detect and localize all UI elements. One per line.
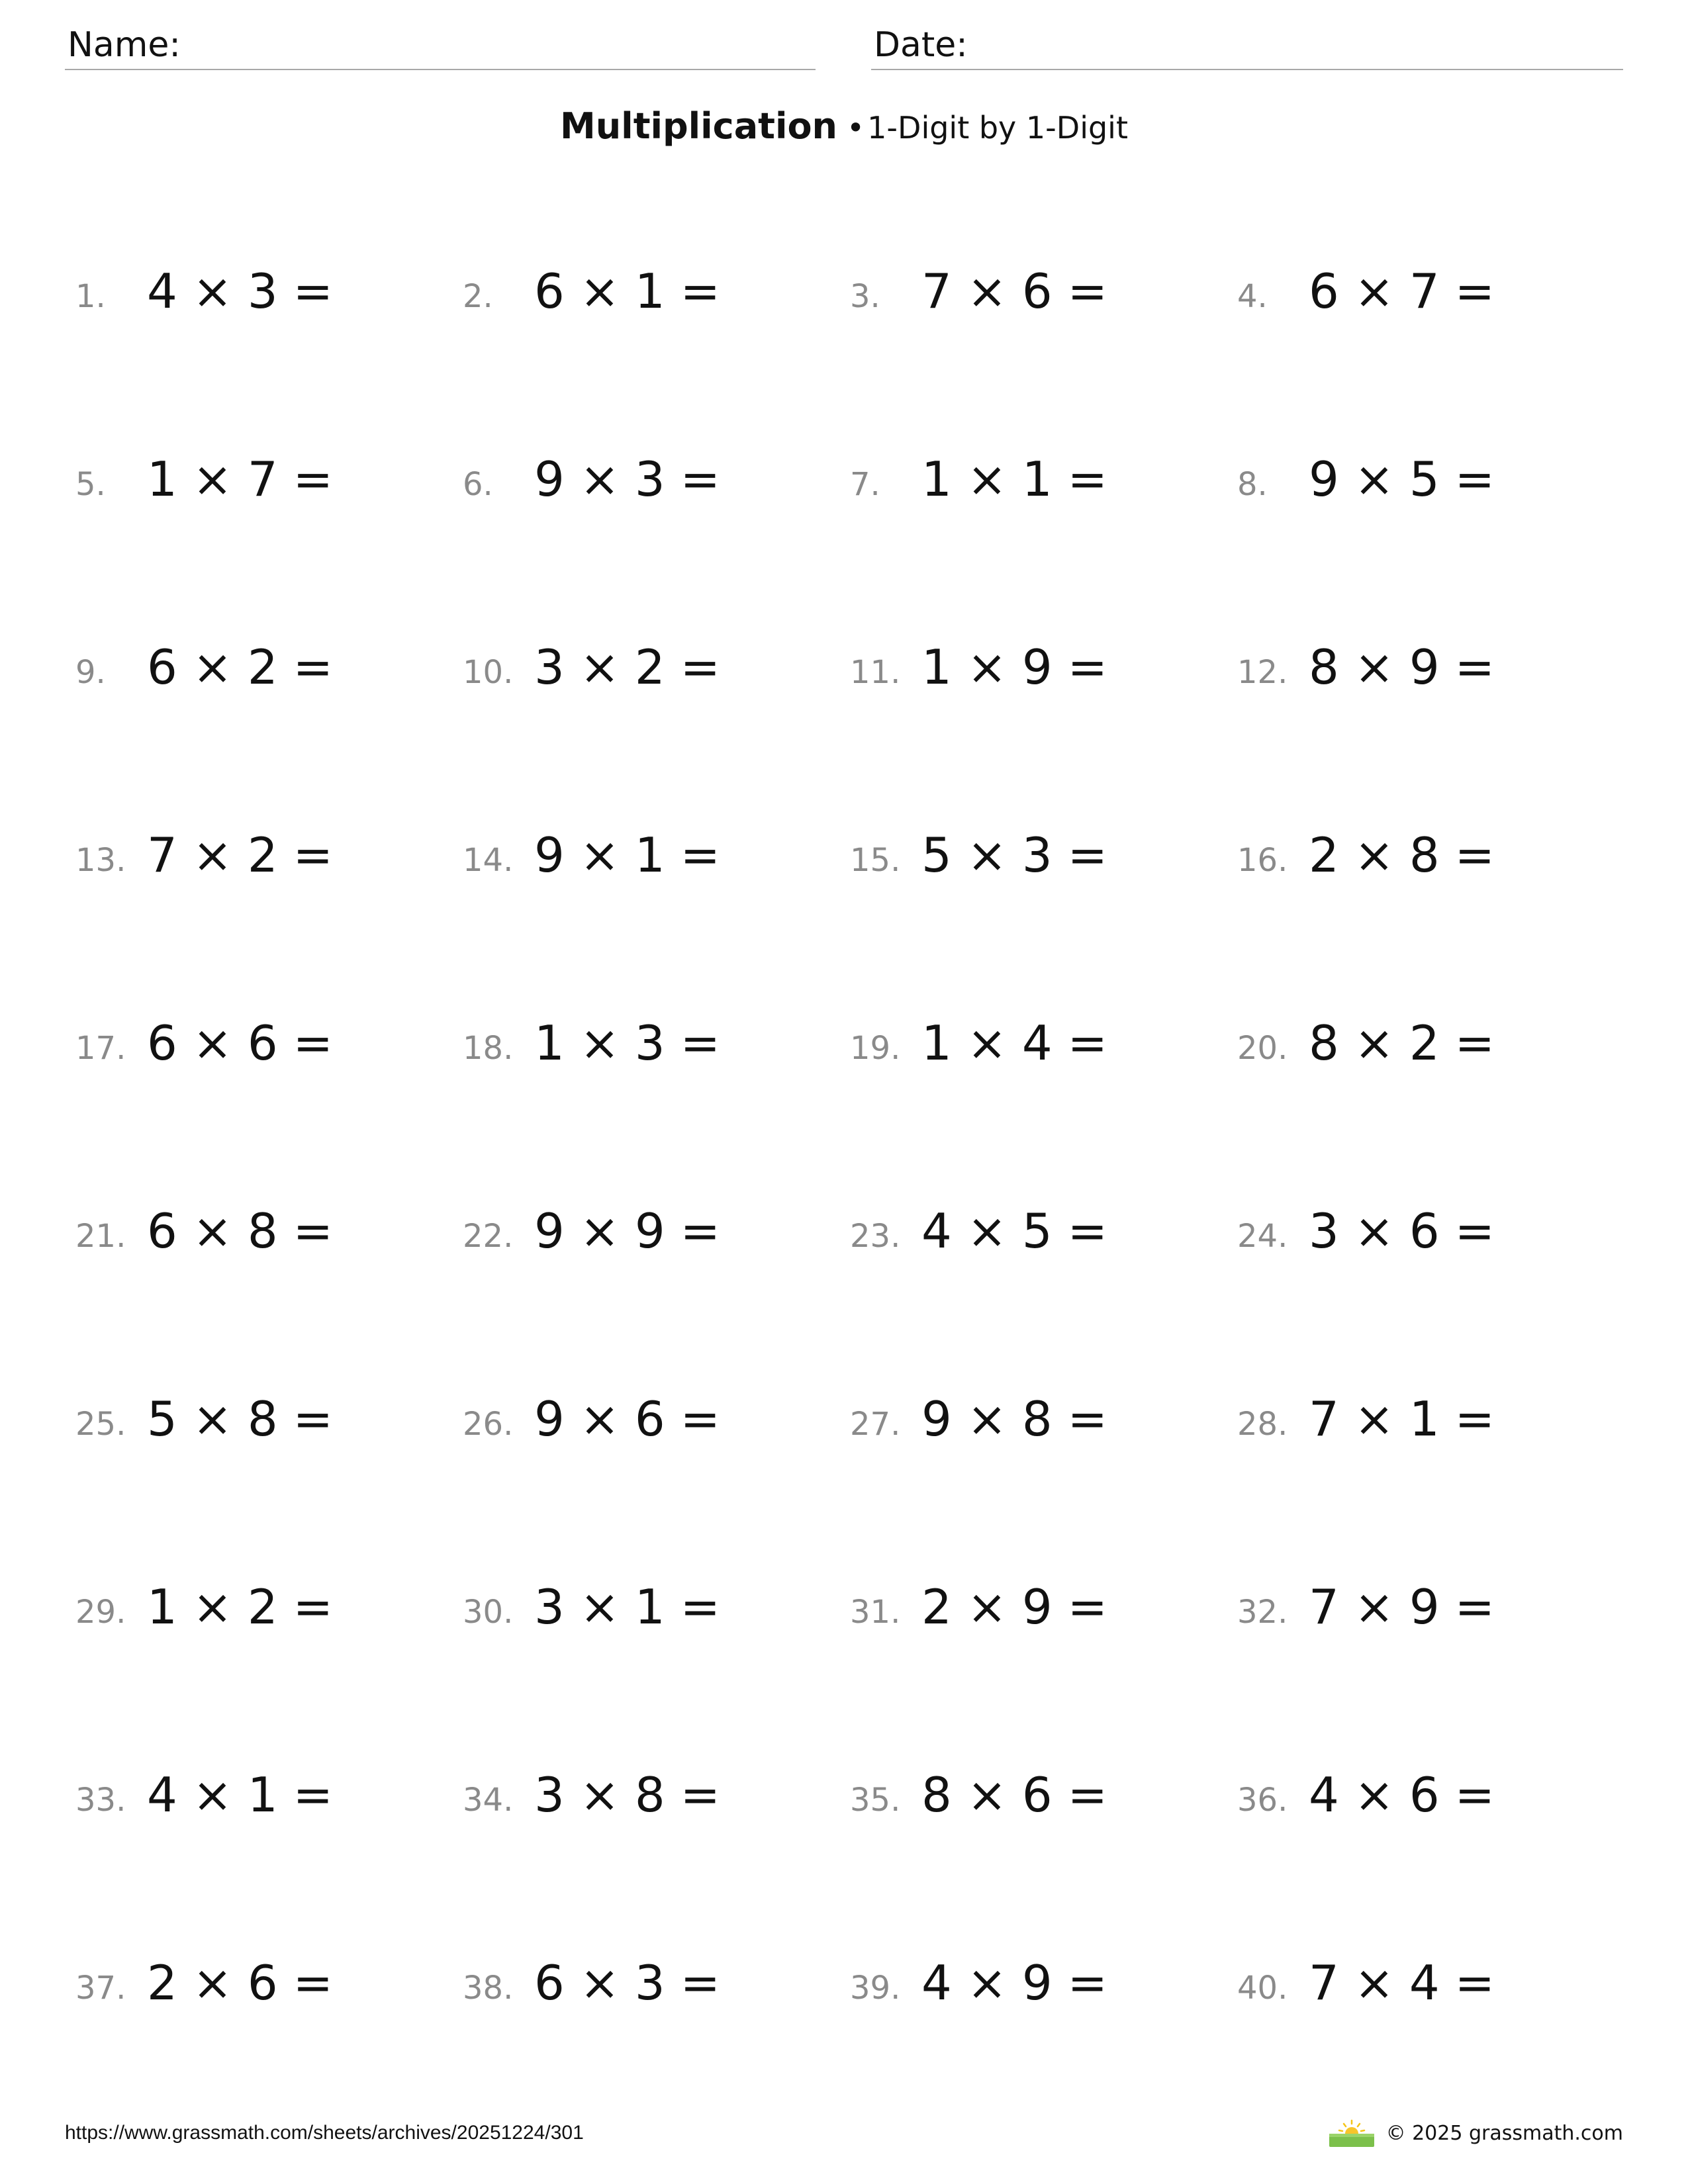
title-separator: • bbox=[847, 110, 865, 146]
problem-expression: 6 × 6 = bbox=[147, 1015, 333, 1071]
problem-number: 4. bbox=[1237, 278, 1268, 315]
problem-expression: 3 × 8 = bbox=[534, 1767, 720, 1823]
problem-number: 14. bbox=[463, 842, 514, 879]
problem-expression: 7 × 1 = bbox=[1309, 1391, 1495, 1447]
problem-expression: 4 × 5 = bbox=[921, 1203, 1107, 1259]
footer-url: https://www.grassmath.com/sheets/archives/20251224/301 bbox=[65, 2122, 584, 2144]
problem-expression: 9 × 1 = bbox=[534, 827, 720, 883]
problem-number: 3. bbox=[850, 278, 880, 315]
problem-item bbox=[850, 1015, 1221, 1075]
problem-item bbox=[850, 1579, 1221, 1639]
problem-item bbox=[1237, 827, 1608, 887]
problem-item bbox=[463, 827, 833, 887]
problem-number: 7. bbox=[850, 466, 880, 503]
problem-item bbox=[1237, 1579, 1608, 1639]
problem-number: 30. bbox=[463, 1594, 514, 1631]
problem-item bbox=[75, 1955, 446, 2015]
problem-item bbox=[75, 639, 446, 699]
problem-item bbox=[75, 451, 446, 511]
problem-number: 26. bbox=[463, 1406, 514, 1443]
problem-expression: 9 × 6 = bbox=[534, 1391, 720, 1447]
problem-number: 11. bbox=[850, 654, 901, 691]
problem-number: 2. bbox=[463, 278, 493, 315]
problem-item bbox=[1237, 1767, 1608, 1827]
problem-item bbox=[463, 1767, 833, 1827]
sun-over-grass-icon bbox=[1328, 2118, 1376, 2148]
problem-number: 8. bbox=[1237, 466, 1268, 503]
problem-item bbox=[463, 1015, 833, 1075]
problem-expression: 3 × 2 = bbox=[534, 639, 720, 695]
problem-item bbox=[850, 263, 1221, 323]
problem-number: 33. bbox=[75, 1782, 126, 1819]
problem-item bbox=[850, 451, 1221, 511]
problem-expression: 6 × 3 = bbox=[534, 1955, 720, 2011]
problem-item bbox=[850, 1955, 1221, 2015]
problem-item bbox=[1237, 1203, 1608, 1263]
problem-number: 28. bbox=[1237, 1406, 1288, 1443]
problem-item bbox=[75, 1015, 446, 1075]
footer-brand bbox=[1328, 2118, 1623, 2148]
problem-number: 6. bbox=[463, 466, 493, 503]
problem-item bbox=[75, 1203, 446, 1263]
problem-item bbox=[1237, 1955, 1608, 2015]
problem-item bbox=[850, 639, 1221, 699]
problem-expression: 3 × 6 = bbox=[1309, 1203, 1495, 1259]
problem-item bbox=[75, 827, 446, 887]
problem-number: 13. bbox=[75, 842, 126, 879]
problem-number: 23. bbox=[850, 1218, 901, 1255]
problem-item bbox=[463, 1203, 833, 1263]
problem-number: 32. bbox=[1237, 1594, 1288, 1631]
problem-expression: 2 × 8 = bbox=[1309, 827, 1495, 883]
problem-expression: 7 × 9 = bbox=[1309, 1579, 1495, 1635]
problem-number: 16. bbox=[1237, 842, 1288, 879]
problem-number: 15. bbox=[850, 842, 901, 879]
problem-expression: 8 × 9 = bbox=[1309, 639, 1495, 695]
problem-item bbox=[463, 451, 833, 511]
problem-item bbox=[75, 1767, 446, 1827]
problem-number: 10. bbox=[463, 654, 514, 691]
name-label: Name: bbox=[68, 25, 181, 65]
problem-expression: 7 × 2 = bbox=[147, 827, 333, 883]
problem-expression: 8 × 2 = bbox=[1309, 1015, 1495, 1071]
problem-number: 25. bbox=[75, 1406, 126, 1443]
problem-number: 1. bbox=[75, 278, 106, 315]
problem-expression: 6 × 1 = bbox=[534, 263, 720, 319]
title-subtitle: 1-Digit by 1-Digit bbox=[867, 110, 1128, 146]
title-main: Multiplication bbox=[560, 105, 838, 147]
problem-number: 12. bbox=[1237, 654, 1288, 691]
problem-expression: 9 × 8 = bbox=[921, 1391, 1107, 1447]
problem-number: 9. bbox=[75, 654, 106, 691]
problem-item bbox=[463, 263, 833, 323]
problem-number: 17. bbox=[75, 1030, 126, 1067]
problem-number: 18. bbox=[463, 1030, 514, 1067]
problem-item bbox=[75, 1391, 446, 1451]
problem-expression: 4 × 1 = bbox=[147, 1767, 333, 1823]
problem-item bbox=[463, 1955, 833, 2015]
problem-item bbox=[850, 1767, 1221, 1827]
copyright-text: © 2025 grassmath.com bbox=[1385, 2121, 1623, 2145]
problem-number: 34. bbox=[463, 1782, 514, 1819]
problem-item bbox=[463, 1391, 833, 1451]
problem-expression: 3 × 1 = bbox=[534, 1579, 720, 1635]
problem-number: 19. bbox=[850, 1030, 901, 1067]
problem-expression: 9 × 3 = bbox=[534, 451, 720, 507]
problem-item bbox=[75, 1579, 446, 1639]
problem-item bbox=[1237, 1391, 1608, 1451]
problem-expression: 8 × 6 = bbox=[921, 1767, 1107, 1823]
problem-number: 24. bbox=[1237, 1218, 1288, 1255]
problem-item bbox=[1237, 263, 1608, 323]
problem-item bbox=[850, 1391, 1221, 1451]
problem-expression: 4 × 9 = bbox=[921, 1955, 1107, 2011]
problem-expression: 1 × 4 = bbox=[921, 1015, 1107, 1071]
problem-expression: 7 × 6 = bbox=[921, 263, 1107, 319]
problem-expression: 4 × 6 = bbox=[1309, 1767, 1495, 1823]
problem-item bbox=[1237, 451, 1608, 511]
problem-expression: 6 × 2 = bbox=[147, 639, 333, 695]
problem-expression: 1 × 3 = bbox=[534, 1015, 720, 1071]
problem-expression: 2 × 6 = bbox=[147, 1955, 333, 2011]
problem-expression: 2 × 9 = bbox=[921, 1579, 1107, 1635]
problem-item bbox=[1237, 1015, 1608, 1075]
problem-expression: 4 × 3 = bbox=[147, 263, 333, 319]
problem-number: 37. bbox=[75, 1970, 126, 2007]
problem-number: 5. bbox=[75, 466, 106, 503]
problem-item bbox=[850, 827, 1221, 887]
problem-expression: 6 × 8 = bbox=[147, 1203, 333, 1259]
problem-item bbox=[1237, 639, 1608, 699]
problem-item bbox=[850, 1203, 1221, 1263]
problem-number: 38. bbox=[463, 1970, 514, 2007]
problem-expression: 5 × 8 = bbox=[147, 1391, 333, 1447]
problem-number: 27. bbox=[850, 1406, 901, 1443]
problem-expression: 1 × 7 = bbox=[147, 451, 333, 507]
problem-number: 35. bbox=[850, 1782, 901, 1819]
problem-item bbox=[463, 639, 833, 699]
problem-number: 39. bbox=[850, 1970, 901, 2007]
problem-expression: 1 × 1 = bbox=[921, 451, 1107, 507]
problem-item bbox=[75, 263, 446, 323]
problem-number: 40. bbox=[1237, 1970, 1288, 2007]
problem-expression: 1 × 9 = bbox=[921, 639, 1107, 695]
problem-item bbox=[463, 1579, 833, 1639]
problem-number: 29. bbox=[75, 1594, 126, 1631]
problem-expression: 7 × 4 = bbox=[1309, 1955, 1495, 2011]
problem-expression: 1 × 2 = bbox=[147, 1579, 333, 1635]
problem-number: 36. bbox=[1237, 1782, 1288, 1819]
problem-expression: 9 × 9 = bbox=[534, 1203, 720, 1259]
problem-expression: 6 × 7 = bbox=[1309, 263, 1495, 319]
problem-number: 21. bbox=[75, 1218, 126, 1255]
problem-number: 20. bbox=[1237, 1030, 1288, 1067]
problem-number: 22. bbox=[463, 1218, 514, 1255]
date-label: Date: bbox=[874, 25, 968, 65]
problem-number: 31. bbox=[850, 1594, 901, 1631]
problem-expression: 9 × 5 = bbox=[1309, 451, 1495, 507]
problem-expression: 5 × 3 = bbox=[921, 827, 1107, 883]
